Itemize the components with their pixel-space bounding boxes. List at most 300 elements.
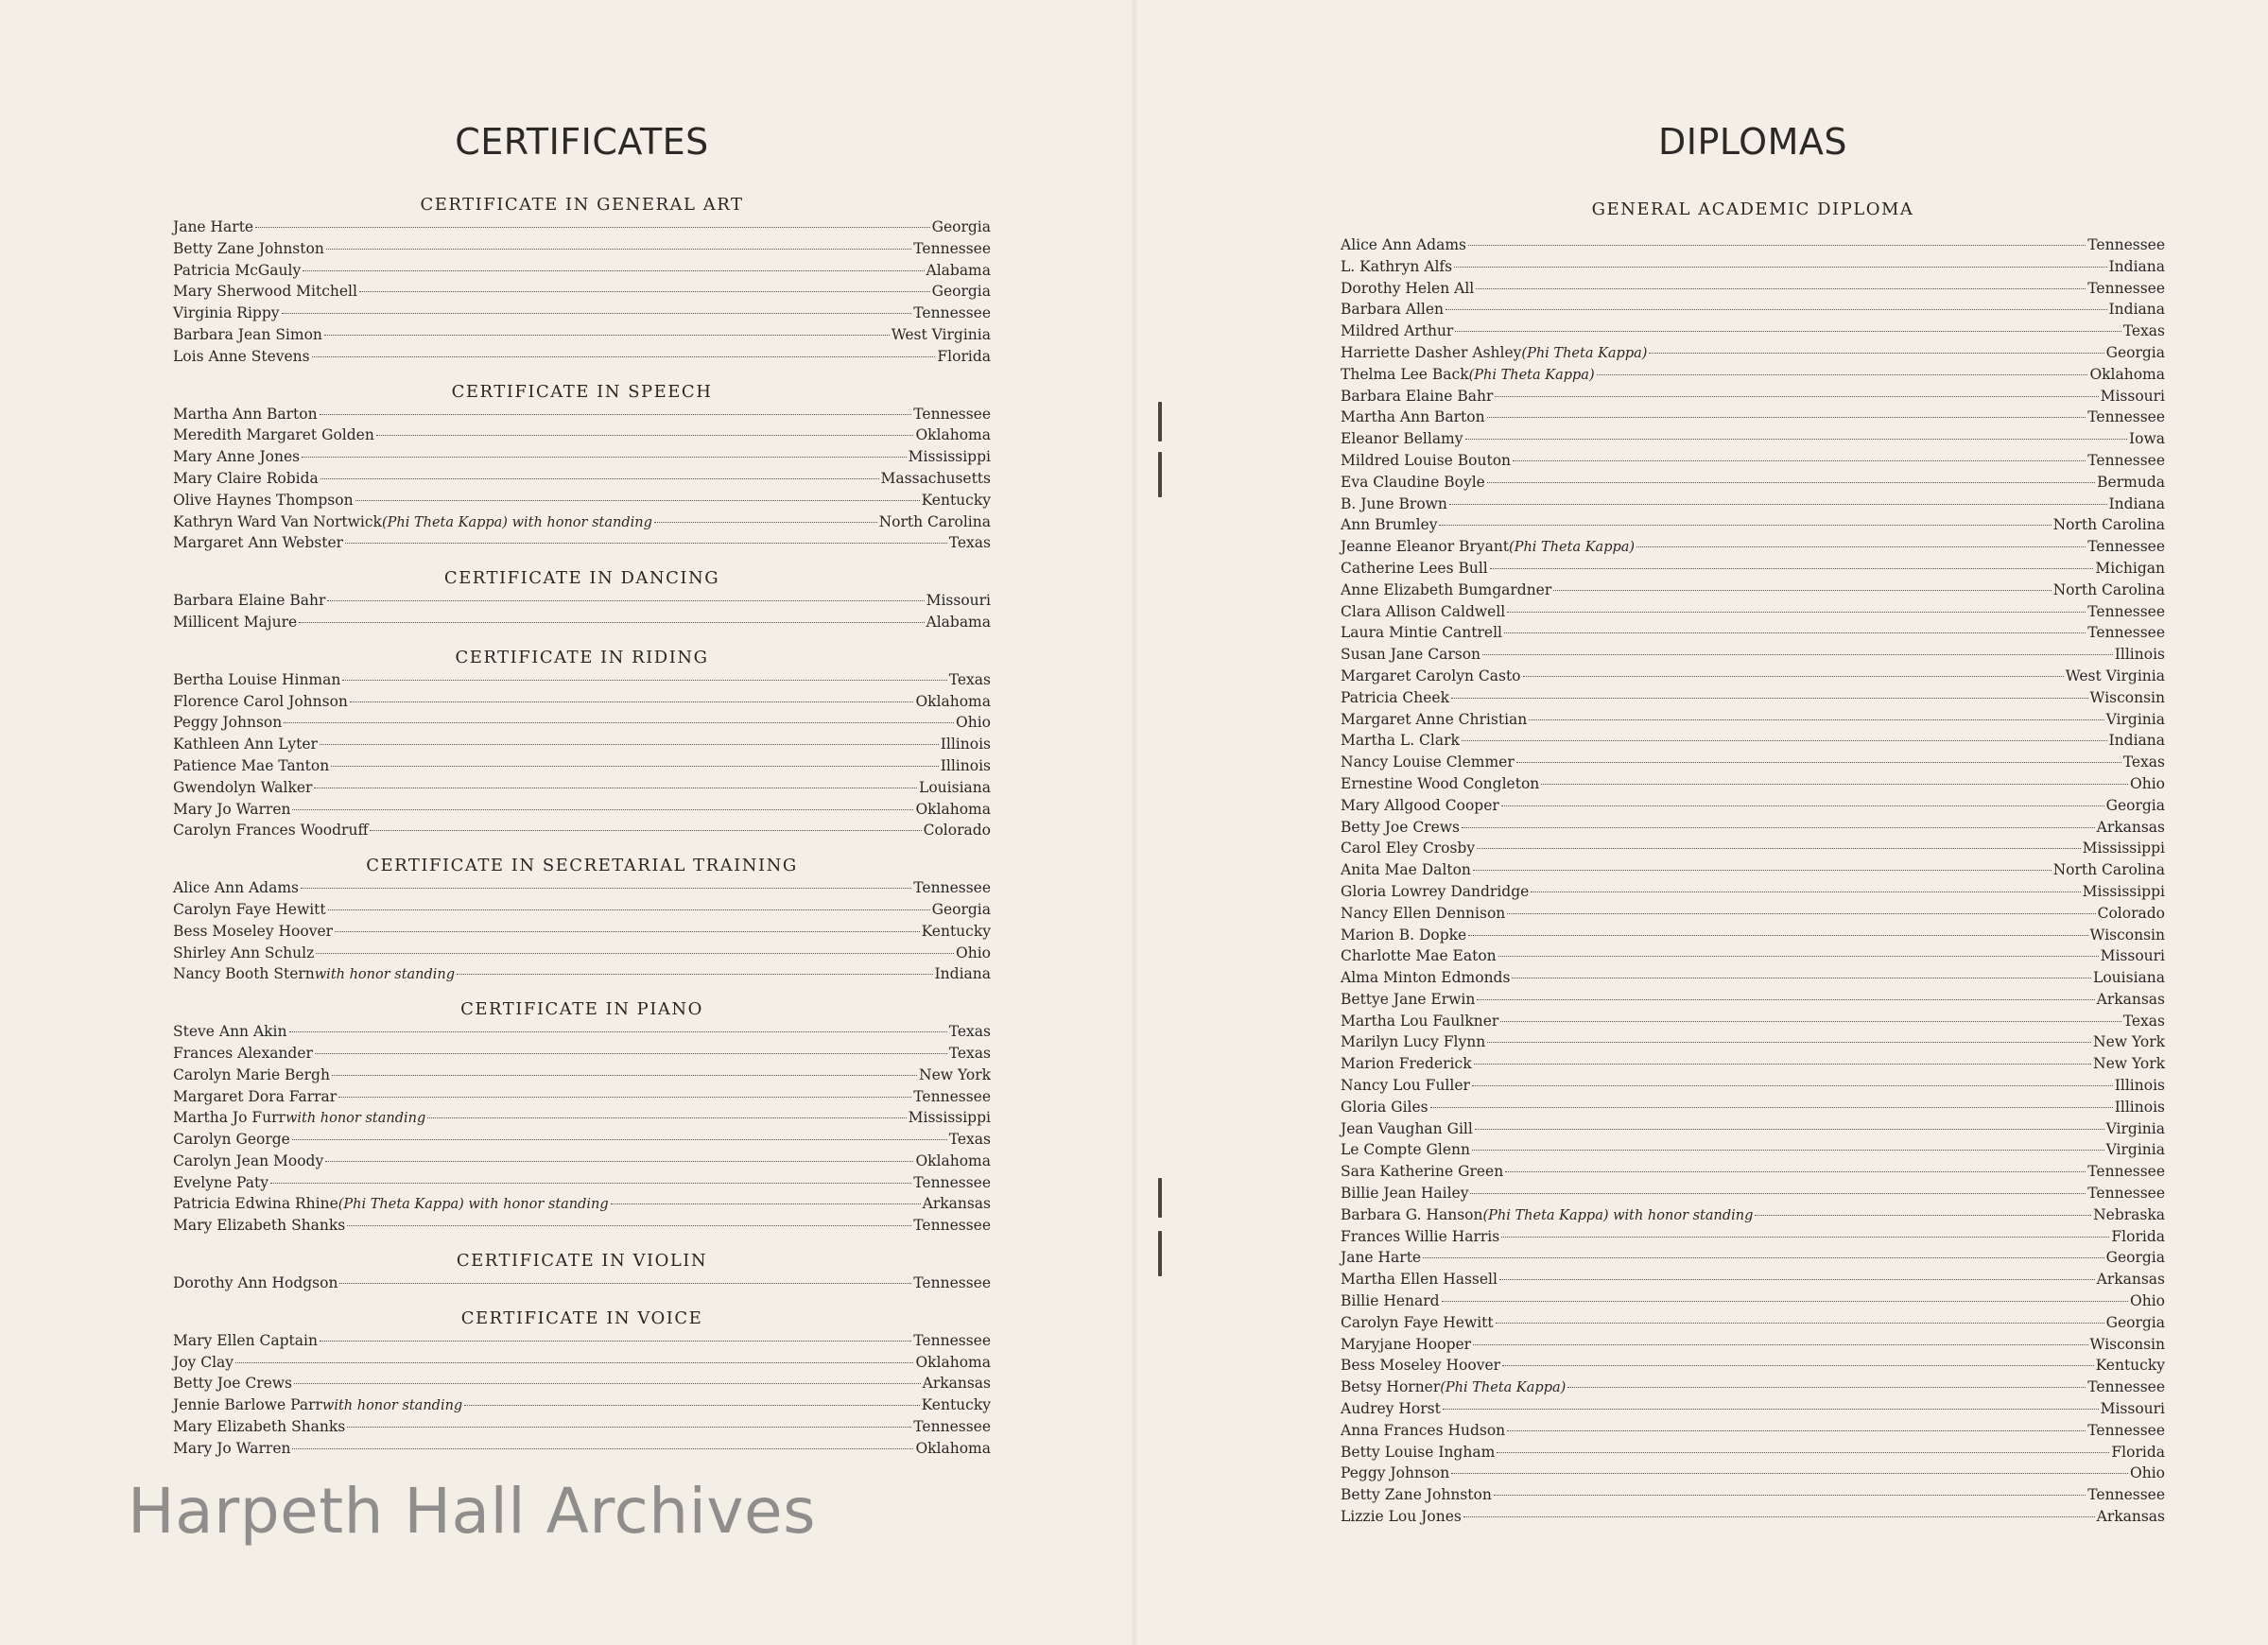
list-item: [173, 424, 991, 446]
home-state: Colorado: [923, 822, 991, 840]
graduate-name: Lizzie Lou Jones: [1341, 1508, 1462, 1526]
graduate-name: Patricia McGauly: [173, 261, 302, 279]
list-item: [173, 712, 991, 734]
list-item: [1341, 364, 2165, 386]
graduate-name: Margaret Ann Webster: [173, 534, 344, 552]
graduate-name: Susan Jane Carson: [1341, 646, 1481, 664]
dot-leader: [1468, 245, 2086, 246]
home-state: Arkansas: [2096, 1508, 2165, 1526]
list-item: [173, 1394, 991, 1416]
home-state: Bermuda: [2097, 473, 2165, 491]
dot-leader: [284, 722, 954, 723]
dot-leader: [427, 1117, 906, 1118]
graduate-name: Jean Vaughan Gill: [1341, 1119, 1473, 1137]
dot-leader: [328, 909, 930, 910]
list-item: [173, 734, 991, 755]
home-state: Mississippi: [908, 1109, 991, 1127]
home-state: Oklahoma: [915, 1439, 991, 1457]
list-item: [173, 943, 991, 964]
section-title: CERTIFICATE IN VIOLIN: [456, 1251, 708, 1272]
list-item: [1341, 536, 2165, 558]
section-group: [173, 381, 991, 555]
graduate-name: Marion B. Dopke: [1341, 926, 1467, 944]
home-state: Kentucky: [921, 922, 991, 940]
dot-leader: [1454, 267, 2106, 268]
home-state: Ohio: [2130, 1292, 2165, 1310]
graduate-name: Patricia Edwina Rhine: [173, 1195, 338, 1213]
home-state: Missouri: [2100, 1400, 2165, 1418]
dot-leader: [359, 291, 930, 292]
dot-leader: [339, 1283, 911, 1284]
list-item: [1341, 1398, 2165, 1420]
list-item: [173, 612, 991, 633]
graduate-name: Anna Frances Hudson: [1341, 1421, 1506, 1439]
graduate-name: Florence Carol Johnson: [173, 692, 348, 710]
graduate-name: Barbara Elaine Bahr: [1341, 387, 1494, 405]
graduate-name: B. June Brown: [1341, 494, 1447, 512]
list-item: [173, 511, 991, 533]
graduate-name: Betty Zane Johnston: [173, 239, 324, 257]
graduate-name: Nancy Lou Fuller: [1341, 1077, 1470, 1095]
list-item: [1341, 256, 2165, 278]
graduate-name: Peggy Johnson: [1341, 1464, 1450, 1482]
graduate-name: Olive Haynes Thompson: [173, 491, 354, 509]
list-item: [1341, 386, 2165, 407]
graduate-name: Mary Anne Jones: [173, 448, 301, 466]
home-state: North Carolina: [2052, 861, 2165, 879]
list-item: [173, 1352, 991, 1374]
dot-leader: [370, 830, 921, 831]
diplomas-title: DIPLOMAS: [1657, 121, 1847, 163]
home-state: Nebraska: [2093, 1205, 2165, 1223]
dot-leader: [320, 478, 879, 479]
home-state: Texas: [2122, 1012, 2165, 1030]
dot-leader: [294, 1383, 921, 1384]
graduate-name: Alice Ann Adams: [1341, 236, 1466, 253]
dot-leader: [1649, 353, 2104, 354]
dot-leader: [332, 1075, 917, 1076]
section-title: CERTIFICATE IN SPEECH: [451, 381, 713, 402]
dot-leader: [331, 766, 939, 767]
dot-leader: [303, 270, 924, 271]
home-state: Kentucky: [921, 491, 991, 509]
list-item: [1341, 1204, 2165, 1226]
home-state: Tennessee: [2087, 408, 2165, 426]
graduate-name: Jennie Barlowe Parr: [173, 1396, 322, 1414]
list-item: [1341, 428, 2165, 450]
dot-leader: [1490, 568, 2094, 569]
list-item: [1341, 1075, 2165, 1097]
graduate-name: Mary Allgood Cooper: [1341, 796, 1499, 814]
dot-leader: [1468, 935, 2087, 936]
home-state: Illinois: [940, 756, 991, 774]
home-state: Indiana: [2108, 301, 2165, 319]
list-item: [173, 490, 991, 511]
list-item: [1341, 1161, 2165, 1183]
list-item: [1341, 709, 2165, 731]
section-group: [173, 567, 991, 633]
list-item: [173, 777, 991, 799]
home-state: Alabama: [926, 261, 991, 279]
graduate-name: Ernestine Wood Congleton: [1341, 774, 1540, 792]
list-item: [173, 799, 991, 821]
home-state: Tennessee: [2087, 1486, 2165, 1504]
home-state: Tennessee: [913, 304, 991, 322]
dot-leader: [347, 1427, 911, 1428]
home-state: Mississippi: [908, 448, 991, 466]
list-item: [1341, 773, 2165, 795]
graduate-name: Dorothy Ann Hodgson: [173, 1274, 338, 1292]
dot-leader: [270, 1183, 911, 1184]
dot-leader: [1487, 482, 2095, 483]
home-state: Tennessee: [2087, 602, 2165, 620]
home-state: Tennessee: [2087, 1378, 2165, 1396]
list-item: [1341, 278, 2165, 300]
dot-leader: [316, 953, 954, 954]
home-state: Tennessee: [913, 1217, 991, 1235]
dot-leader: [1495, 396, 2098, 397]
dot-leader: [235, 1362, 913, 1363]
dot-leader: [299, 622, 924, 623]
list-item: [173, 1107, 991, 1129]
graduate-name: Patience Mae Tanton: [173, 756, 330, 774]
list-item: [1341, 1420, 2165, 1442]
dot-leader: [464, 1405, 919, 1406]
graduate-name: Laura Mintie Cantrell: [1341, 624, 1502, 642]
graduate-name: Carolyn Faye Hewitt: [1341, 1313, 1494, 1331]
home-state: Illinois: [2114, 1098, 2165, 1116]
home-state: West Virginia: [2065, 667, 2165, 684]
list-item: [1341, 1463, 2165, 1484]
graduate-name: Frances Alexander: [173, 1044, 313, 1062]
list-item: [173, 1273, 991, 1294]
list-item: [173, 303, 991, 324]
home-state: Alabama: [926, 613, 991, 631]
dot-leader: [1477, 848, 2081, 849]
right-page: [1134, 0, 2268, 1645]
home-state: Louisiana: [919, 778, 991, 796]
list-item: [1341, 1226, 2165, 1248]
list-item: [173, 1373, 991, 1394]
dot-leader: [1487, 417, 2086, 418]
list-item: [173, 346, 991, 368]
home-state: Oklahoma: [915, 1152, 991, 1169]
list-item: [173, 1193, 991, 1215]
graduate-name: Meredith Margaret Golden: [173, 426, 374, 444]
honor-note: (Phi Theta Kappa): [1440, 1380, 1567, 1396]
section-title: CERTIFICATE IN DANCING: [443, 568, 720, 589]
dot-leader: [1497, 1452, 2109, 1453]
home-state: Arkansas: [2096, 990, 2165, 1008]
home-state: Illinois: [940, 736, 991, 753]
graduate-name: Martha Jo Furr: [173, 1109, 286, 1127]
home-state: Ohio: [2130, 774, 2165, 792]
dot-leader: [1507, 1430, 2086, 1431]
home-state: Florida: [2111, 1443, 2165, 1461]
dot-leader: [1462, 740, 2107, 741]
home-state: Wisconsin: [2089, 1335, 2165, 1353]
list-item: [173, 820, 991, 841]
list-item: [1341, 1377, 2165, 1398]
graduate-name: Martha Ann Barton: [173, 405, 318, 423]
dot-leader: [312, 356, 936, 357]
dot-leader: [1496, 1323, 2104, 1324]
home-state: Texas: [948, 534, 991, 552]
home-state: Indiana: [934, 965, 991, 983]
list-item: [173, 216, 991, 238]
list-item: [1341, 838, 2165, 859]
dot-leader: [302, 457, 907, 458]
list-item: [1341, 407, 2165, 428]
graduate-name: Barbara Elaine Bahr: [173, 592, 326, 610]
dot-leader: [1567, 1387, 2086, 1388]
dot-leader: [1430, 1107, 2113, 1108]
graduate-name: Gloria Lowrey Dandridge: [1341, 882, 1530, 900]
dot-leader: [1477, 999, 2094, 1000]
graduate-name: Mary Jo Warren: [173, 800, 291, 818]
honor-note: (Phi Theta Kappa) with honor standing: [1482, 1207, 1754, 1223]
list-item: [1341, 622, 2165, 644]
dot-leader: [292, 809, 913, 810]
graduate-name: Bess Moseley Hoover: [1341, 1357, 1501, 1375]
graduate-name: Dorothy Helen All: [1341, 279, 1475, 297]
home-state: Texas: [948, 1023, 991, 1041]
list-item: [1341, 601, 2165, 623]
home-state: North Carolina: [878, 512, 991, 530]
home-state: Ohio: [2130, 1464, 2165, 1482]
dot-leader: [1597, 374, 2088, 375]
graduate-name: Billie Jean Hailey: [1341, 1185, 1469, 1203]
home-state: Georgia: [2105, 343, 2165, 361]
list-item: [1341, 644, 2165, 666]
home-state: Missouri: [2100, 387, 2165, 405]
graduate-name: Frances Willie Harris: [1341, 1227, 1500, 1245]
dot-leader: [1494, 1495, 2086, 1496]
list-item: [1341, 234, 2165, 256]
dot-leader: [1474, 1064, 2091, 1065]
graduate-name: Gloria Giles: [1341, 1098, 1428, 1116]
dot-leader: [1443, 1409, 2099, 1410]
dot-leader: [255, 227, 929, 228]
dot-leader: [320, 414, 912, 415]
graduate-name: Catherine Lees Bull: [1341, 559, 1488, 577]
dot-leader: [292, 1448, 913, 1449]
dot-leader: [1451, 698, 2088, 699]
home-state: Ohio: [956, 714, 991, 732]
graduate-name: Betsy Horner: [1341, 1378, 1441, 1396]
dot-leader: [292, 1139, 947, 1140]
dot-leader: [301, 888, 911, 889]
dot-leader: [1482, 654, 2113, 655]
list-item: [173, 1151, 991, 1172]
section-group: [1341, 199, 2165, 1528]
section-title: CERTIFICATE IN RIDING: [455, 647, 709, 667]
dot-leader: [1529, 719, 2104, 720]
dot-leader: [338, 1097, 911, 1098]
graduate-name: Shirley Ann Schulz: [173, 944, 315, 961]
home-state: Iowa: [2129, 430, 2165, 448]
dot-leader: [1487, 1042, 2091, 1043]
home-state: Virginia: [2105, 1119, 2165, 1137]
list-item: [1341, 1442, 2165, 1463]
list-item: [173, 1129, 991, 1151]
list-item: [1341, 1290, 2165, 1312]
home-state: Oklahoma: [915, 800, 991, 818]
home-state: Kentucky: [2095, 1357, 2165, 1375]
section-group: [173, 647, 991, 841]
section-title: CERTIFICATE IN SECRETARIAL TRAINING: [366, 856, 798, 876]
home-state: New York: [2093, 1055, 2165, 1073]
dot-leader: [1462, 827, 2095, 828]
list-item: [1341, 342, 2165, 364]
graduate-name: Nancy Booth Stern: [173, 965, 315, 983]
list-item: [1341, 494, 2165, 515]
home-state: Kentucky: [921, 1396, 991, 1414]
graduate-name: Margaret Dora Farrar: [173, 1087, 338, 1105]
list-item: [173, 1416, 991, 1438]
home-state: West Virginia: [891, 325, 991, 343]
graduate-name: Martha Ann Barton: [1341, 408, 1485, 426]
graduate-name: Anita Mae Dalton: [1341, 861, 1471, 879]
graduate-name: Nancy Louise Clemmer: [1341, 753, 1515, 771]
home-state: Arkansas: [2096, 1271, 2165, 1289]
section-title: CERTIFICATE IN GENERAL ART: [420, 195, 744, 215]
home-state: North Carolina: [2052, 580, 2165, 598]
list-item: [1341, 730, 2165, 752]
graduate-name: Barbara G. Hanson: [1341, 1205, 1483, 1223]
list-item: [1341, 752, 2165, 773]
dot-leader: [1465, 439, 2128, 440]
home-state: Texas: [2122, 753, 2165, 771]
graduate-name: Martha L. Clark: [1341, 732, 1460, 750]
section-title: GENERAL ACADEMIC DIPLOMA: [1591, 199, 1914, 219]
home-state: Virginia: [2105, 1141, 2165, 1159]
graduate-name: Margaret Anne Christian: [1341, 710, 1528, 728]
dot-leader: [1541, 784, 2128, 785]
graduate-name: Carolyn Faye Hewitt: [173, 900, 326, 918]
list-item: [1341, 1183, 2165, 1204]
graduate-name: Mary Elizabeth Shanks: [173, 1418, 346, 1436]
home-state: Florida: [2111, 1227, 2165, 1245]
home-state: Tennessee: [2087, 624, 2165, 642]
graduate-name: Anne Elizabeth Bumgardner: [1341, 580, 1552, 598]
graduate-name: Audrey Horst: [1341, 1400, 1441, 1418]
home-state: Louisiana: [2093, 969, 2165, 987]
graduate-name: Jeanne Eleanor Bryant: [1341, 538, 1510, 556]
dot-leader: [1439, 525, 2051, 526]
list-item: [1341, 925, 2165, 946]
dot-leader: [342, 680, 946, 681]
home-state: Mississippi: [2082, 882, 2165, 900]
home-state: Tennessee: [913, 1418, 991, 1436]
list-item: [173, 1021, 991, 1043]
dot-leader: [1502, 1365, 2094, 1366]
home-state: Oklahoma: [915, 1353, 991, 1371]
graduate-name: Eleanor Bellamy: [1341, 430, 1463, 448]
graduate-name: Clara Allison Caldwell: [1341, 602, 1506, 620]
home-state: Tennessee: [2087, 236, 2165, 253]
dot-leader: [611, 1203, 921, 1204]
dot-leader: [320, 1341, 911, 1342]
honor-note: (Phi Theta Kappa): [1509, 540, 1636, 556]
list-item: [173, 446, 991, 468]
graduate-name: Carol Eley Crosby: [1341, 840, 1476, 857]
list-item: [173, 669, 991, 691]
list-item: [173, 281, 991, 303]
list-item: [173, 468, 991, 490]
graduate-name: Carolyn Jean Moody: [173, 1152, 324, 1169]
home-state: Colorado: [2097, 904, 2165, 922]
home-state: Georgia: [2105, 796, 2165, 814]
dot-leader: [327, 600, 924, 601]
list-item: [1341, 1118, 2165, 1140]
section-group: [173, 1307, 991, 1460]
home-state: Tennessee: [913, 1173, 991, 1191]
graduate-name: Patricia Cheek: [1341, 688, 1449, 706]
list-item: [1341, 687, 2165, 709]
dot-leader: [1516, 762, 2121, 763]
list-item: [173, 260, 991, 282]
graduate-name: Margaret Carolyn Casto: [1341, 667, 1521, 684]
section-title: CERTIFICATE IN VOICE: [460, 1307, 703, 1328]
list-item: [1341, 881, 2165, 903]
dot-leader: [1501, 1237, 2109, 1238]
home-state: Tennessee: [913, 239, 991, 257]
dot-leader: [282, 313, 912, 314]
graduate-name: Thelma Lee Back: [1341, 365, 1469, 383]
list-item: [1341, 1247, 2165, 1269]
graduate-name: Mary Jo Warren: [173, 1439, 291, 1457]
home-state: Tennessee: [2087, 279, 2165, 297]
dot-leader: [1513, 460, 2086, 461]
graduate-name: Le Compte Glenn: [1341, 1141, 1471, 1159]
home-state: Illinois: [2114, 646, 2165, 664]
list-item: [1341, 1355, 2165, 1377]
dot-leader: [350, 701, 914, 702]
dot-leader: [1475, 1129, 2104, 1130]
dot-leader: [1507, 913, 2095, 914]
graduate-name: Barbara Allen: [1341, 301, 1445, 319]
dot-leader: [1449, 504, 2107, 505]
home-state: Arkansas: [922, 1195, 991, 1213]
home-state: Texas: [2122, 322, 2165, 340]
graduate-name: Betty Zane Johnston: [1341, 1486, 1492, 1504]
dot-leader: [315, 1053, 947, 1054]
dot-leader: [289, 1031, 947, 1032]
home-state: Georgia: [2105, 1249, 2165, 1267]
list-item: [173, 532, 991, 554]
home-state: Tennessee: [2087, 1421, 2165, 1439]
dot-leader: [1446, 309, 2107, 310]
dot-leader: [355, 500, 920, 501]
honor-note: with honor standing: [314, 967, 456, 983]
list-item: [1341, 967, 2165, 989]
dot-leader: [1472, 1150, 2104, 1151]
graduate-name: Carolyn George: [173, 1131, 290, 1149]
home-state: Arkansas: [922, 1375, 991, 1393]
list-item: [1341, 450, 2165, 472]
dot-leader: [347, 1225, 911, 1226]
list-item: [1341, 1139, 2165, 1161]
graduate-name: Barbara Jean Simon: [173, 325, 322, 343]
list-item: [1341, 903, 2165, 925]
graduate-name: Mildred Louise Bouton: [1341, 451, 1512, 469]
home-state: Georgia: [931, 900, 991, 918]
honor-note: (Phi Theta Kappa) with honor standing: [338, 1197, 609, 1213]
list-item: [173, 324, 991, 346]
dot-leader: [1472, 1085, 2113, 1086]
list-item: [1341, 795, 2165, 817]
